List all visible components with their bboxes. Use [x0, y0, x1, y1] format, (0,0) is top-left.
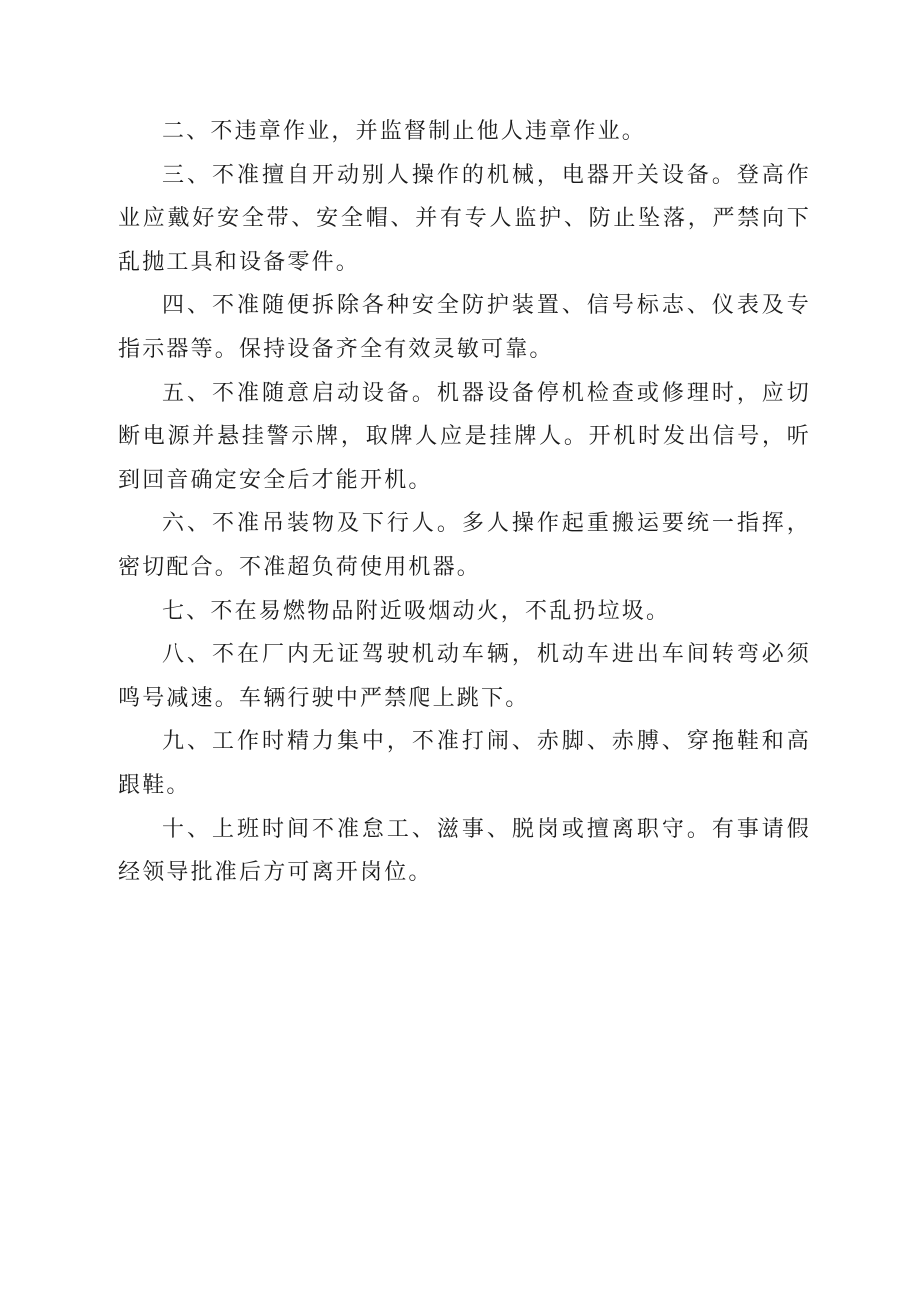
- rule-paragraph-4: 四、不准随便拆除各种安全防护装置、信号标志、仪表及专指示器等。保持设备齐全有效灵敏可靠。: [118, 293, 811, 362]
- rule-paragraph-5: 五、不准随意启动设备。机器设备停机检查或修理时，应切断电源并悬挂警示牌，取牌人应是挂牌人。开机时发出信号，听到回音确定安全后才能开机。: [118, 380, 811, 493]
- rule-paragraph-6: 六、不准吊装物及下行人。多人操作起重搬运要统一指挥，密切配合。不准超负荷使用机器。: [118, 511, 811, 580]
- document-body: [118, 110, 811, 895]
- rule-paragraph-8: 八、不在厂内无证驾驶机动车辆，机动车进出车间转弯必须鸣号减速。车辆行驶中严禁爬上跳下。: [118, 642, 811, 711]
- rule-paragraph-10: 十、上班时间不准怠工、滋事、脱岗或擅离职守。有事请假经领导批准后方可离开岗位。: [118, 816, 811, 886]
- rule-paragraph-9: 九、工作时精力集中，不准打闹、赤脚、赤膊、穿拖鞋和高跟鞋。: [118, 729, 811, 798]
- rule-paragraph-2: 二、不违章作业，并监督制止他人违章作业。: [162, 119, 647, 144]
- rule-paragraph-7: 七、不在易燃物品附近吸烟动火，不乱扔垃圾。: [162, 598, 671, 624]
- rule-paragraph-3: 三、不准擅自开动别人操作的机械，电器开关设备。登高作业应戴好安全带、安全帽、并有专人监护、防止坠落，严禁向下乱抛工具和设备零件。: [118, 162, 811, 275]
